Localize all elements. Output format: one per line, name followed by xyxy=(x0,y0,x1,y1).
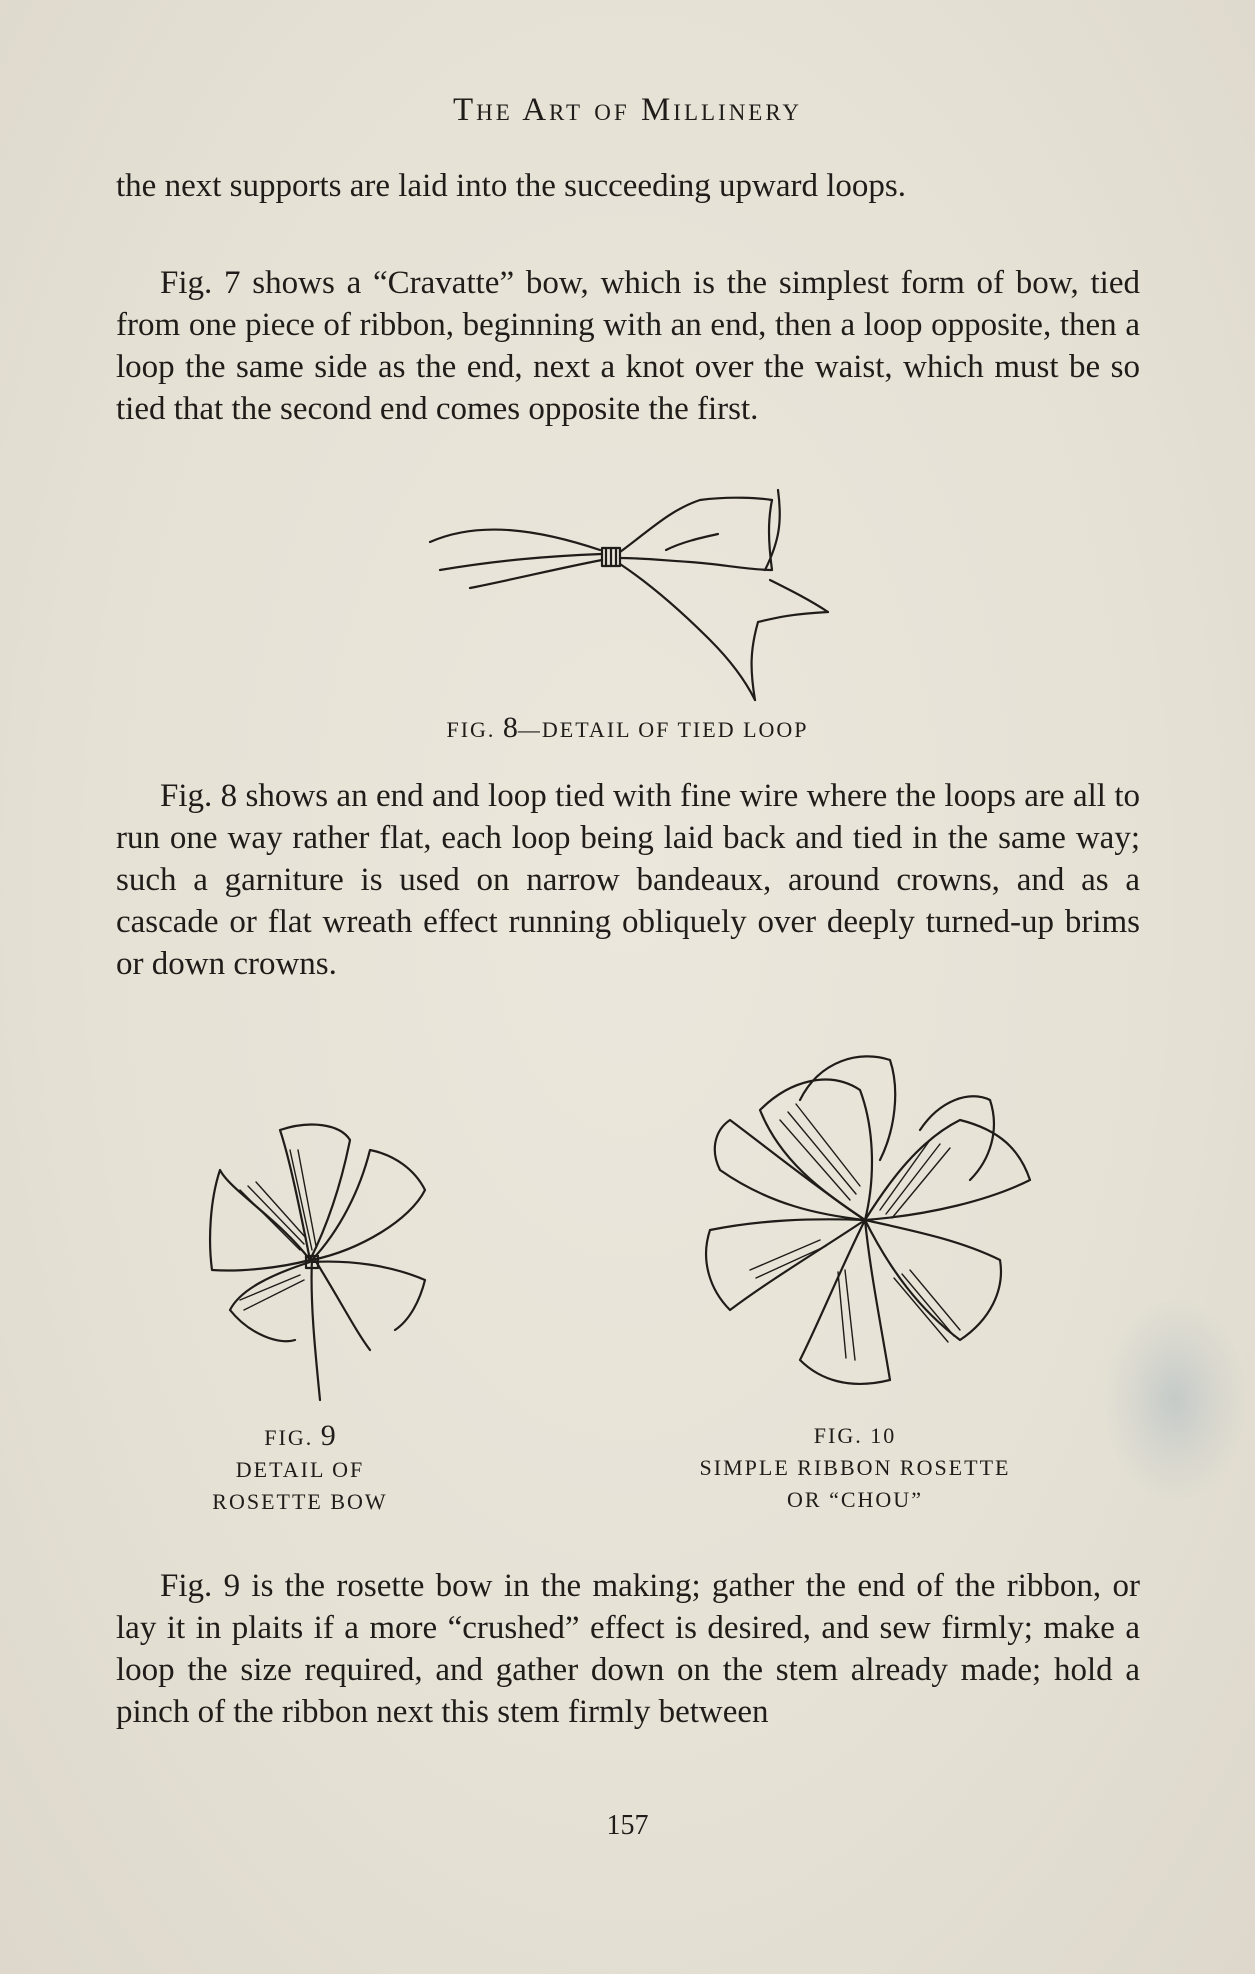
water-stain xyxy=(1105,1300,1245,1500)
fig8-caption xyxy=(300,712,955,746)
fig9-rosette-bow-illustration xyxy=(200,1110,440,1410)
page-number: 157 xyxy=(606,1810,649,1841)
fig10-ribbon-rosette-illustration xyxy=(670,1040,1060,1400)
fig10-caption xyxy=(620,1420,1090,1516)
fig8-caption-label: FIG. xyxy=(446,717,503,742)
paragraph-continuation: the next supports are laid into the succeeding upward loops. xyxy=(116,168,906,204)
fig10-caption-number: 10 xyxy=(870,1423,897,1448)
fig9-caption-label: FIG. xyxy=(264,1425,321,1450)
fig8-caption-number: 8 xyxy=(502,711,518,744)
paragraph-fig7: Fig. 7 shows a “Cravatte” bow, which is the simplest form of bow, tied from one piece of ribbon, beginning with an end, then a loop opposite, then a loop the same side as the end, next a knot over the waist, which must be so tied that the second end comes opposite the first. xyxy=(116,265,1140,427)
paragraph-fig8: Fig. 8 shows an end and loop tied with fine wire where the loops are all to run one way rather flat, each loop being laid back and tied in the same way; such a garniture is used on narrow bandeaux, around crowns, and as a cascade or flat wreath effect running obliquely over deeply turned-up brims or down crowns. xyxy=(116,778,1140,982)
fig8-tied-loop-illustration xyxy=(420,490,840,710)
fig10-caption-line3: OR “CHOU” xyxy=(787,1487,923,1512)
fig9-caption-line2: DETAIL OF xyxy=(235,1457,365,1482)
fig10-caption-line2: SIMPLE RIBBON ROSETTE xyxy=(699,1455,1011,1480)
running-head: The Art of Millinery xyxy=(452,92,803,128)
fig10-caption-label: FIG. xyxy=(813,1423,871,1448)
paragraph-fig9: Fig. 9 is the rosette bow in the making; gather the end of the ribbon, or lay it in plaits if a more “crushed” effect is desired, and sew firmly; make a loop the size required, and gather down on the stem already made; hold a pinch of the ribbon next this stem firmly between xyxy=(116,1568,1140,1730)
fig9-caption xyxy=(150,1420,450,1518)
fig9-caption-line3: ROSETTE BOW xyxy=(212,1489,388,1514)
fig9-caption-number: 9 xyxy=(320,1419,336,1452)
fig8-caption-title: —DETAIL OF TIED LOOP xyxy=(517,717,809,742)
